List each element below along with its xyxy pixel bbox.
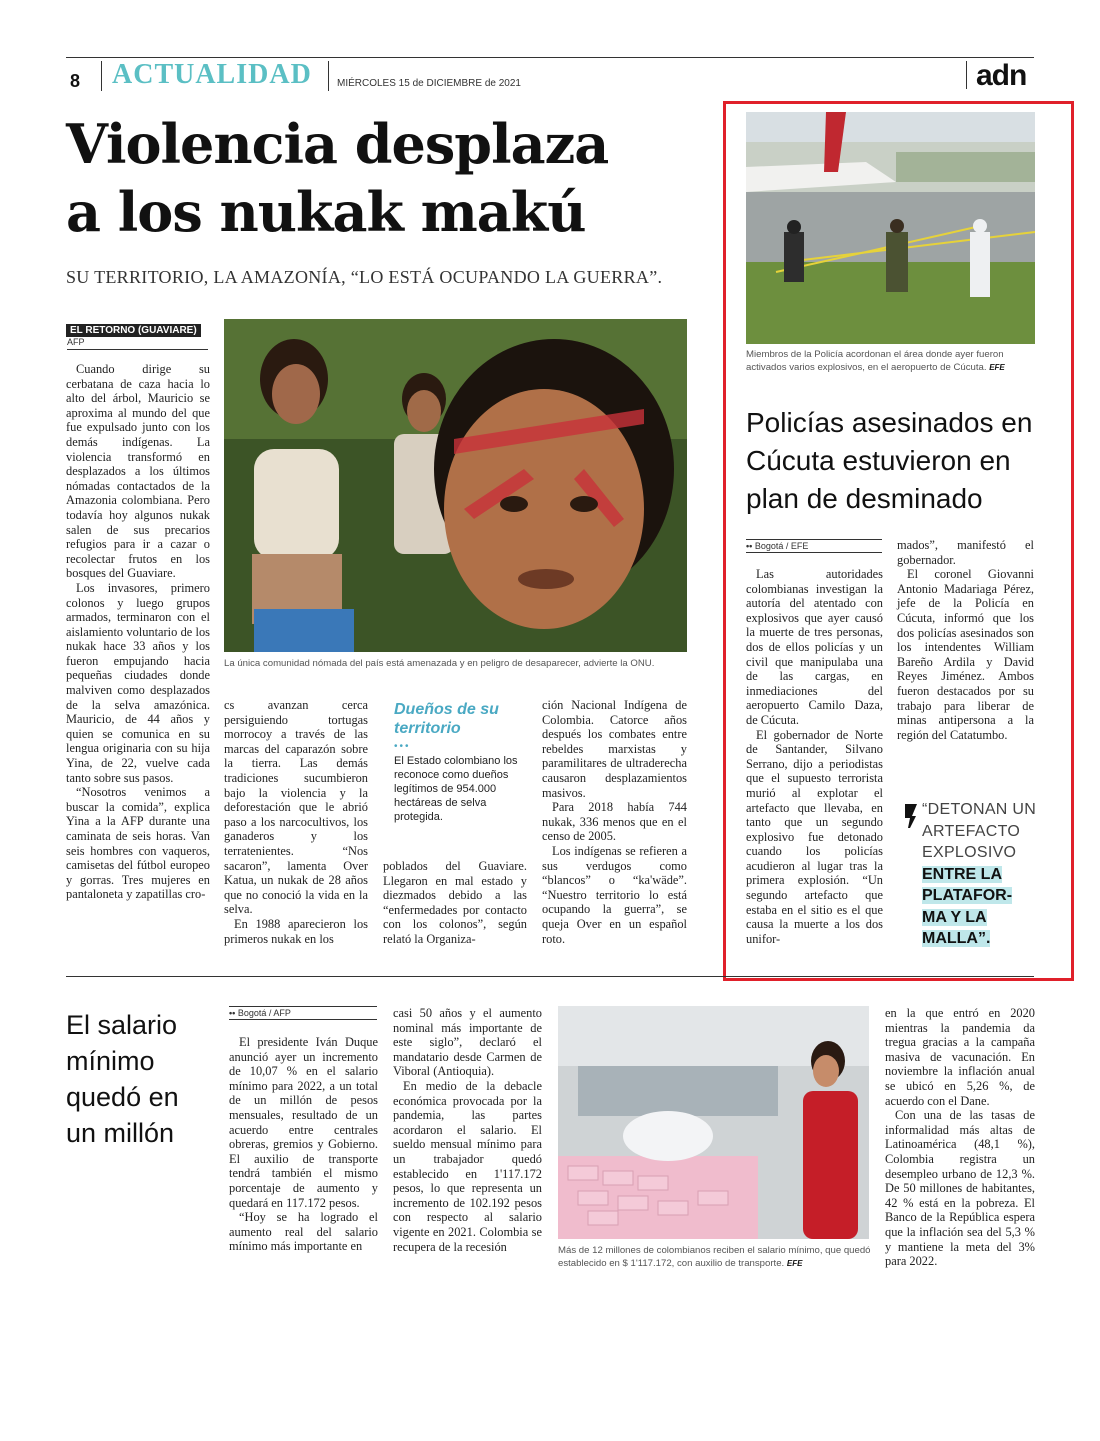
paragraph: Con una de las tasas de informalidad más altas de Latinoamérica (48,1 %), Colombia registra un desempleo urbano de 12,3 %. De 50 millones de habitantes, 42 % está en la pobreza. El Banco de la República espera que la inflación sea del 5,3 % y mantiene la meta del 3% para 2022. <box>885 1108 1035 1269</box>
byline-dots: •• <box>229 1008 238 1018</box>
paragraph: casi 50 años y el aumento nominal más importante de este siglo”, declaró el mandatario desde Carmen de Viboral (Antioquia). <box>393 1006 542 1079</box>
quote-highlight: MA Y LA <box>922 908 987 926</box>
factory-photo-illustration <box>558 1006 869 1239</box>
paragraph: mados”, manifestó el gobernador. <box>897 538 1034 567</box>
byline-dots: •• <box>746 541 755 551</box>
main-kicker-block <box>66 320 201 338</box>
bottom-column-3 <box>885 1006 1035 1269</box>
bottom-column-2 <box>393 1006 542 1254</box>
main-byline: AFP <box>67 337 208 350</box>
pullout-text: El Estado colombiano los reconoce como dueños legítimos de 954.000 hectáreas de selva protegida. <box>394 755 518 823</box>
adn-logo: adn <box>976 59 1027 92</box>
paragraph: En medio de la debacle económica provocada por la pandemia, las partes acordaron el salario. El sueldo mensual mínimo para un trabajador quedó establecido en 1'117.172 pesos, lo que representa un incremento de 102.192 pesos con respecto al salario vigente en 2021. Colombia se recupera de la recesión <box>393 1078 542 1254</box>
paragraph: Las autoridades colombianas investigan la autoría del atentado con explosivos que ayer causó la muerte de tres personas, dos de ellos policías y un civil que manipulaba una de las cargas, en inmediaciones del aeropuerto Camilo Daza, de Cúcuta. <box>746 567 883 727</box>
header-divider <box>328 61 329 91</box>
paragraph: El gobernador de Norte de Santander, Silvano Serrano, dijo a periodistas que el supuesto terrorista murió al explotar el artefacto que llevaba, en tanto que un segundo explosivo fue detonado cuando los policías acudieron al lugar tras la primera explosión. “Un segundo artefacto que estaba en el sitio es el que causa la muerte a los dos unifor- <box>746 727 883 946</box>
bottom-headline-line: un millón <box>66 1118 175 1148</box>
factory-photo-caption <box>558 1244 873 1270</box>
quote-line: “DETONAN UN <box>922 801 1037 818</box>
section-title: ACTUALIDAD <box>112 59 312 90</box>
issue-date: MIÉRCOLES 15 de DICIEMBRE de 2021 <box>337 78 521 89</box>
paragraph: El coronel Giovanni Antonio Madariaga Pérez, jefe de la Policía en Cúcuta, informó que los dos policías asesinados son los intendentes William Bareño Ardila y David Reyes Jiménez. Ambos fueron destacados por su trabajo para liberar de minas antipersona a la región del Catatumbo. <box>897 567 1034 742</box>
caption-text: Miembros de la Policía acordonan el área donde ayer fueron activados varios explosivos, en el aeropuerto de Cúcuta. <box>746 349 1004 373</box>
paragraph: Los indígenas se refieren a sus verdugos como “blancos” o “ka'wäde”. “Nuestro territorio lo está ocupando la guerra”, se queja Over en un español roto. <box>542 843 687 946</box>
byline-text: Bogotá / AFP <box>237 1008 291 1018</box>
paragraph: En 1988 aparecieron los primeros nukak en los <box>224 916 368 946</box>
main-column-2 <box>224 698 368 946</box>
main-column-3 <box>383 859 527 947</box>
nukak-photo <box>224 319 687 652</box>
pull-quote <box>922 799 1042 950</box>
paragraph: El presidente Iván Duque anunció ayer un incremento de 10,07 % en el salario mínimo para 2022, a un total de un millón de pesos mensuales, resultado de un acuerdo entre centrales obreras, gremios y Gobierno. El auxilio de transporte tendrá también el mismo porcentaje de aumento y quedará en 117.172 pesos. <box>229 1035 378 1210</box>
paragraph: “Hoy se ha logrado el aumento real del salario mínimo más importante en <box>229 1210 378 1254</box>
pullout-dots: ••• <box>394 741 411 752</box>
paragraph: ción Nacional Indígena de Colombia. Catorce años después los combates entre rebeldes marxistas y paramilitares de ultraderecha causaron desplazamientos masivos. <box>542 698 687 800</box>
main-column-1 <box>66 362 210 902</box>
photo-credit: EFE <box>989 363 1005 372</box>
pullout-title: Dueños de su territorio <box>394 701 499 737</box>
main-photo-caption: La única comunidad nómada del país está amenazada y en peligro de desaparecer, advierte la ONU. <box>224 658 655 669</box>
location-kicker: EL RETORNO (GUAVIARE) <box>66 324 201 337</box>
bottom-headline-line: quedó en <box>66 1082 179 1112</box>
photo-credit: EFE <box>786 1259 803 1268</box>
sidebar-pullout <box>394 700 529 824</box>
paragraph: poblados del Guaviare. Llegaron en mal estado y diezmados debido a las “enfermedades por contacto con los colonos”, según relató la Organiza- <box>383 859 527 946</box>
nukak-photo-illustration <box>224 319 687 652</box>
header-divider <box>101 61 102 91</box>
paragraph: Cuando dirige su cerbatana de caza hacia lo alto del árbol, Mauricio se aproxima al mundo del que fue expulsado junto con los demás indígenas. La violencia transformó en desplazados a los últimos nómadas contactados de la Amazonia colombiana. Pero todavía hoy algunos nukak salen de sus precarios refugios para ir a cazar o recolectar frutos en los bosques del Guaviare. <box>66 362 210 581</box>
main-headline-line-1: Violencia desplaza <box>66 112 609 176</box>
bottom-column-1 <box>229 1035 378 1254</box>
box-column-2 <box>897 538 1034 742</box>
header-top-rule <box>66 57 1034 58</box>
paragraph: en la que entró en 2020 mientras la pandemia da tregua gracias a la campaña masiva de vacunación. En noviembre la inflación anual se ubicó en 5,26 %, de acuerdo con el Dane. <box>885 1006 1035 1108</box>
paragraph: Para 2018 había 744 nukak, 336 menos que en el censo de 2005. <box>542 800 687 844</box>
main-headline <box>66 110 716 246</box>
paragraph: Los invasores, primero colonos y luego grupos armados, terminaron con el aislamiento voluntario de los nukak hace 33 años y los fueron empujando hacia pequeñas ciudades donde malviven como desplazados de la selva amazónica. Mauricio, de 44 años y quien se comunica en su lengua originaria con su hija Yina, de 22, vuelve cada tanto sobre sus pasos. <box>66 580 210 785</box>
bottom-headline-line: El salario <box>66 1010 178 1040</box>
paragraph: cs avanzan cerca persiguiendo tortugas morrocoy a través de las marcas del caparazón sobre la tierra. Las demás tradiciones sucumbieron bajo la violencia y la deforestación que le abrió paso a los narcocultivos, los ganaderos y los terratenientes. “Nos sacaron”, lamenta Over Katua, un nukak de 28 años que no conoció la vida en la selva. <box>224 698 368 917</box>
box-byline <box>746 539 882 553</box>
section-divider <box>66 976 1034 977</box>
main-subhead: SU TERRITORIO, LA AMAZONÍA, “LO ESTÁ OCUPANDO LA GUERRA”. <box>66 267 663 287</box>
quote-highlight: PLATAFOR- <box>922 887 1013 904</box>
bottom-headline-line: mínimo <box>66 1046 155 1076</box>
page-number: 8 <box>70 71 81 91</box>
airport-photo-caption <box>746 348 1038 374</box>
quote-line: EXPLOSIVO <box>922 844 1017 861</box>
main-column-4 <box>542 698 687 946</box>
quote-mark-icon <box>902 802 920 828</box>
bottom-byline <box>229 1006 377 1020</box>
box-column-1 <box>746 567 883 946</box>
factory-photo <box>558 1006 869 1239</box>
caption-text: Más de 12 millones de colombianos reciben el salario mínimo, que quedó establecido en $ 1'117.172, con auxilio de transporte. <box>558 1245 871 1269</box>
byline-text: Bogotá / EFE <box>754 541 809 551</box>
header-divider <box>966 61 967 89</box>
box-headline: Policías asesinados en Cúcuta estuvieron en plan de desminado <box>746 407 1033 514</box>
airport-photo-illustration <box>746 112 1035 344</box>
quote-line: ARTEFACTO <box>922 822 1021 840</box>
airport-photo <box>746 112 1035 344</box>
main-headline-line-2: a los nukak makú <box>66 180 586 244</box>
quote-highlight: ENTRE LA <box>922 865 1002 883</box>
quote-highlight: MALLA”. <box>922 930 991 947</box>
paragraph: “Nosotros venimos a buscar la comida”, explica Yina a la AFP durante una caminata de seis horas. Van seis hombres con vaqueros, camisetas del fútbol europeo y gorras. Tres mujeres en pantaloneta y zapatillas cro- <box>66 785 210 902</box>
bottom-headline <box>66 1007 216 1151</box>
